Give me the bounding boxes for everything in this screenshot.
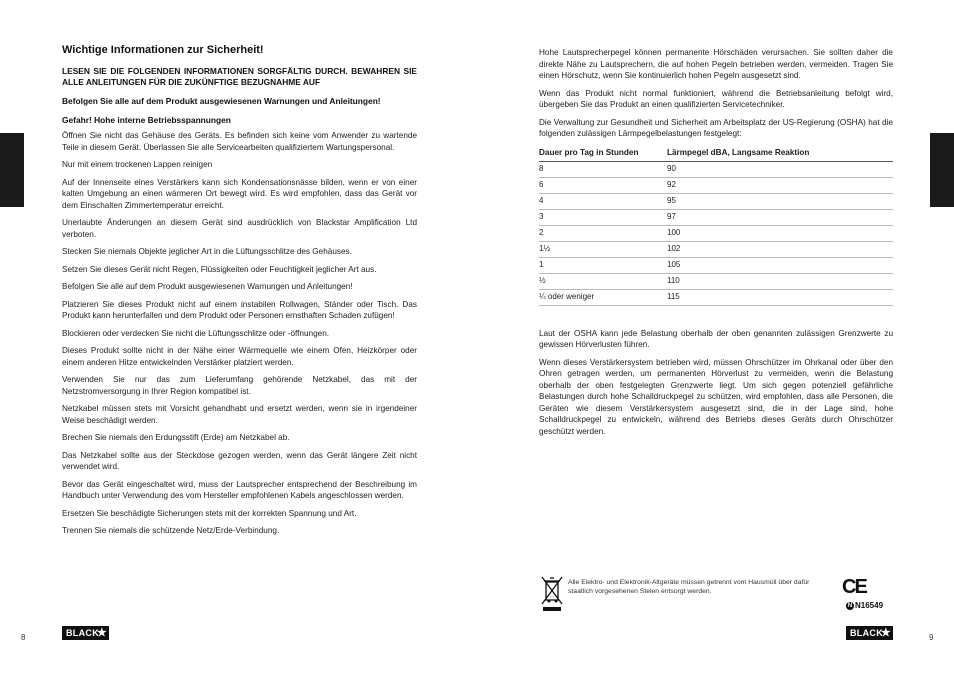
danger-subheading: Gefahr! Hohe interne Betriebsspannungen (62, 115, 231, 125)
paragraph: Öffnen Sie nicht das Gehäuse des Geräts. Es befinden sich keine vom Anwender zu wartende Teile in diesem Gerät. Überlassen Sie alle Servicearbeiten qualifiziertem Wartungspersonal. (62, 131, 417, 152)
paragraph: Ersetzen Sie beschädigte Sicherungen stets mit der korrekten Spannung und Art. (62, 508, 357, 518)
paragraph: Befolgen Sie alle auf dem Produkt ausgewiesenen Warnungen und Anleitungen! (62, 282, 353, 291)
blackstar-logo-right (846, 626, 893, 640)
paragraph: Setzen Sie dieses Gerät nicht Regen, Flüssigkeiten oder Feuchtigkeit jeglicher Art aus. (62, 264, 377, 274)
weee-bin-icon (541, 576, 563, 612)
star-icon: ★ (96, 627, 107, 639)
column-header-duration: Dauer pro Tag in Stunden (539, 146, 667, 162)
n-mark-icon: N (847, 602, 853, 609)
language-tab-label-right: Deutsch (939, 153, 948, 189)
osha-noise-table (539, 146, 893, 306)
table-body (539, 161, 893, 305)
left-column (62, 44, 417, 543)
paragraph: Wenn dieses Verstärkersystem betrieben wird, müssen Ohrschützer im Ohrkanal oder über den Ohren getragen werden, um permanenten Hörverlust zu vermeiden, wenn die Belastung oberhalb der oben festgelegten Grenzwerte liegt. Um sich gegen potenziell gefährliche Belastungen durch hohe Schalldruckpegel zu schützen, wird empfohlen, dass alle Personen, die Geräten wie diesem Verstärkersystem ausgesetzt sind, die in der Lage sind, hohe Schalldruckpegel zu entwickeln, während des Betriebs dieses Geräts durch Ohrschützer geschützt werden. (539, 357, 893, 436)
table-row (539, 273, 893, 289)
compliance-mark (846, 601, 883, 610)
duration-cell: ¼ oder weniger (539, 289, 667, 305)
paragraph: Auf der Innenseite eines Verstärkers kann sich Kondensationsnässe bilden, wenn er von einer kalten Umgebung an einen wärmeren Ort bewegt wird. Es wird empfohlen, dass das Gerät vor dem Einschalten Zimmertemperatur erreicht. (62, 177, 417, 210)
paragraph: Verwenden Sie nur das zum Lieferumfang gehörende Netzkabel, das mit der Netzstromversorgung in Ihrer Region kompatibel ist. (62, 375, 417, 396)
paragraph: Laut der OSHA kann jede Belastung oberhalb der oben genannten zulässigen Grenzwerte zu gewissen Hörverlusten führen. (539, 328, 893, 349)
duration-cell: 2 (539, 225, 667, 241)
column-header-noise-level: Lärmpegel dBA, Langsame Reaktion (667, 146, 893, 162)
paragraph: Brechen Sie niemals den Erdungsstift (Erde) am Netzkabel ab. (62, 433, 290, 442)
duration-cell: 6 (539, 177, 667, 193)
paragraph: Bevor das Gerät eingeschaltet wird, muss der Lautsprecher entsprechend der Beschreibung im Handbuch unter Verwendung des vom Hersteller empfohlenen Kabels angeschlossen werden. (62, 479, 417, 500)
paragraph: Unerlaubte Änderungen an diesem Gerät sind ausdrücklich von Blackstar Amplification Ltd verboten. (62, 218, 417, 239)
table-row (539, 289, 893, 305)
bold-notice: Befolgen Sie alle auf dem Produkt ausgewiesenen Warnungen und Anleitungen! (62, 96, 381, 106)
caps-notice: LESEN SIE DIE FOLGENDEN INFORMATIONEN SORGFÄLTIG DURCH. BEWAHREN SIE ALLE ANLEITUNGEN FÜR DIE ZUKÜNFTIGE BEZUGNAHME AUF (62, 66, 417, 87)
paragraph: Die Verwaltung zur Gesundheit und Sicherheit am Arbeitsplatz der US-Regierung (OSHA) hat die folgenden zulässigen Lärmpegelbelastungen festgelegt: (539, 117, 893, 138)
duration-cell: ½ (539, 273, 667, 289)
table-row (539, 177, 893, 193)
table-row (539, 209, 893, 225)
language-tab-label-left: Deutsch (5, 134, 14, 170)
paragraph: Wenn das Produkt nicht normal funktioniert, während die Betriebsanleitung befolgt wird, übergeben Sie das Produkt an einen qualifizierten Servicetechniker. (539, 88, 893, 109)
noise-level-cell: 97 (667, 209, 893, 225)
paragraph: Dieses Produkt sollte nicht in der Nähe einer Wärmequelle wie einem Ofen, Heizkörper oder einem anderen Hitze entwickelnden Verstärker platziert werden. (62, 346, 417, 367)
duration-cell: 4 (539, 193, 667, 209)
table-row (539, 161, 893, 177)
n-mark-code: N16549 (855, 601, 884, 610)
noise-level-cell: 115 (667, 289, 893, 305)
table-header-row (539, 146, 893, 162)
noise-level-cell: 105 (667, 257, 893, 273)
table-row (539, 241, 893, 257)
right-column (539, 47, 893, 443)
table-row (539, 193, 893, 209)
noise-level-cell: 90 (667, 161, 893, 177)
paragraph: Nur mit einem trockenen Lappen reinigen (62, 160, 213, 169)
page-number-right: 9 (929, 633, 934, 642)
noise-level-cell: 110 (667, 273, 893, 289)
noise-level-cell: 100 (667, 225, 893, 241)
duration-cell: 1 (539, 257, 667, 273)
paragraph: Das Netzkabel sollte aus der Steckdose gezogen werden, wenn das Gerät längere Zeit nicht verwendet wird. (62, 450, 417, 471)
weee-disposal-text: Alle Elektro- und Elektronik-Altgeräte müssen getrennt vom Hausmüll über dafür staatlich vorgesehenen Stelen entsorgt werden. (568, 579, 810, 595)
noise-level-cell: 102 (667, 241, 893, 257)
ce-mark: CE (842, 576, 866, 598)
star-icon: ★ (880, 627, 891, 639)
paragraph: Netzkabel müssen stets mit Vorsicht gehandhabt und ersetzt werden, wenn sie in irgendeiner Weise beschädigt werden. (62, 404, 417, 425)
paragraph: Trennen Sie niemals die schützende Netz/Erde-Verbindung. (62, 526, 280, 535)
paragraph: Hohe Lautsprecherpegel können permanente Hörschäden verursachen. Sie sollten daher die direkte Nähe zu Lautsprechern, die auf hohen Pegeln betrieben werden, vermeiden. Tragen Sie einen Hörschutz, wenn Sie kontinuierlich hohen Pegeln ausgesetzt sind. (539, 48, 893, 80)
safety-title: Wichtige Informationen zur Sicherheit! (62, 44, 264, 56)
paragraph: Blockieren oder verdecken Sie nicht die Lüftungsschlitze oder -öffnungen. (62, 328, 330, 338)
noise-level-cell: 92 (667, 177, 893, 193)
duration-cell: 3 (539, 209, 667, 225)
logo-text: BLACK (66, 628, 99, 638)
table-row (539, 225, 893, 241)
paragraph: Platzieren Sie dieses Produkt nicht auf einem instabilen Rollwagen, Ständer oder Tisch. Das Produkt kann herunterfallen und dem Produkt oder Personen ernsthaften Schaden zufügen! (62, 299, 417, 320)
table-row (539, 257, 893, 273)
duration-cell: 8 (539, 161, 667, 177)
duration-cell: 1½ (539, 241, 667, 257)
blackstar-logo-left (62, 626, 109, 640)
noise-level-cell: 95 (667, 193, 893, 209)
logo-text: BLACK (850, 628, 883, 638)
page-number-left: 8 (21, 633, 26, 642)
paragraph: Stecken Sie niemals Objekte jeglicher Art in die Lüftungsschlitze des Gehäuses. (62, 247, 352, 256)
